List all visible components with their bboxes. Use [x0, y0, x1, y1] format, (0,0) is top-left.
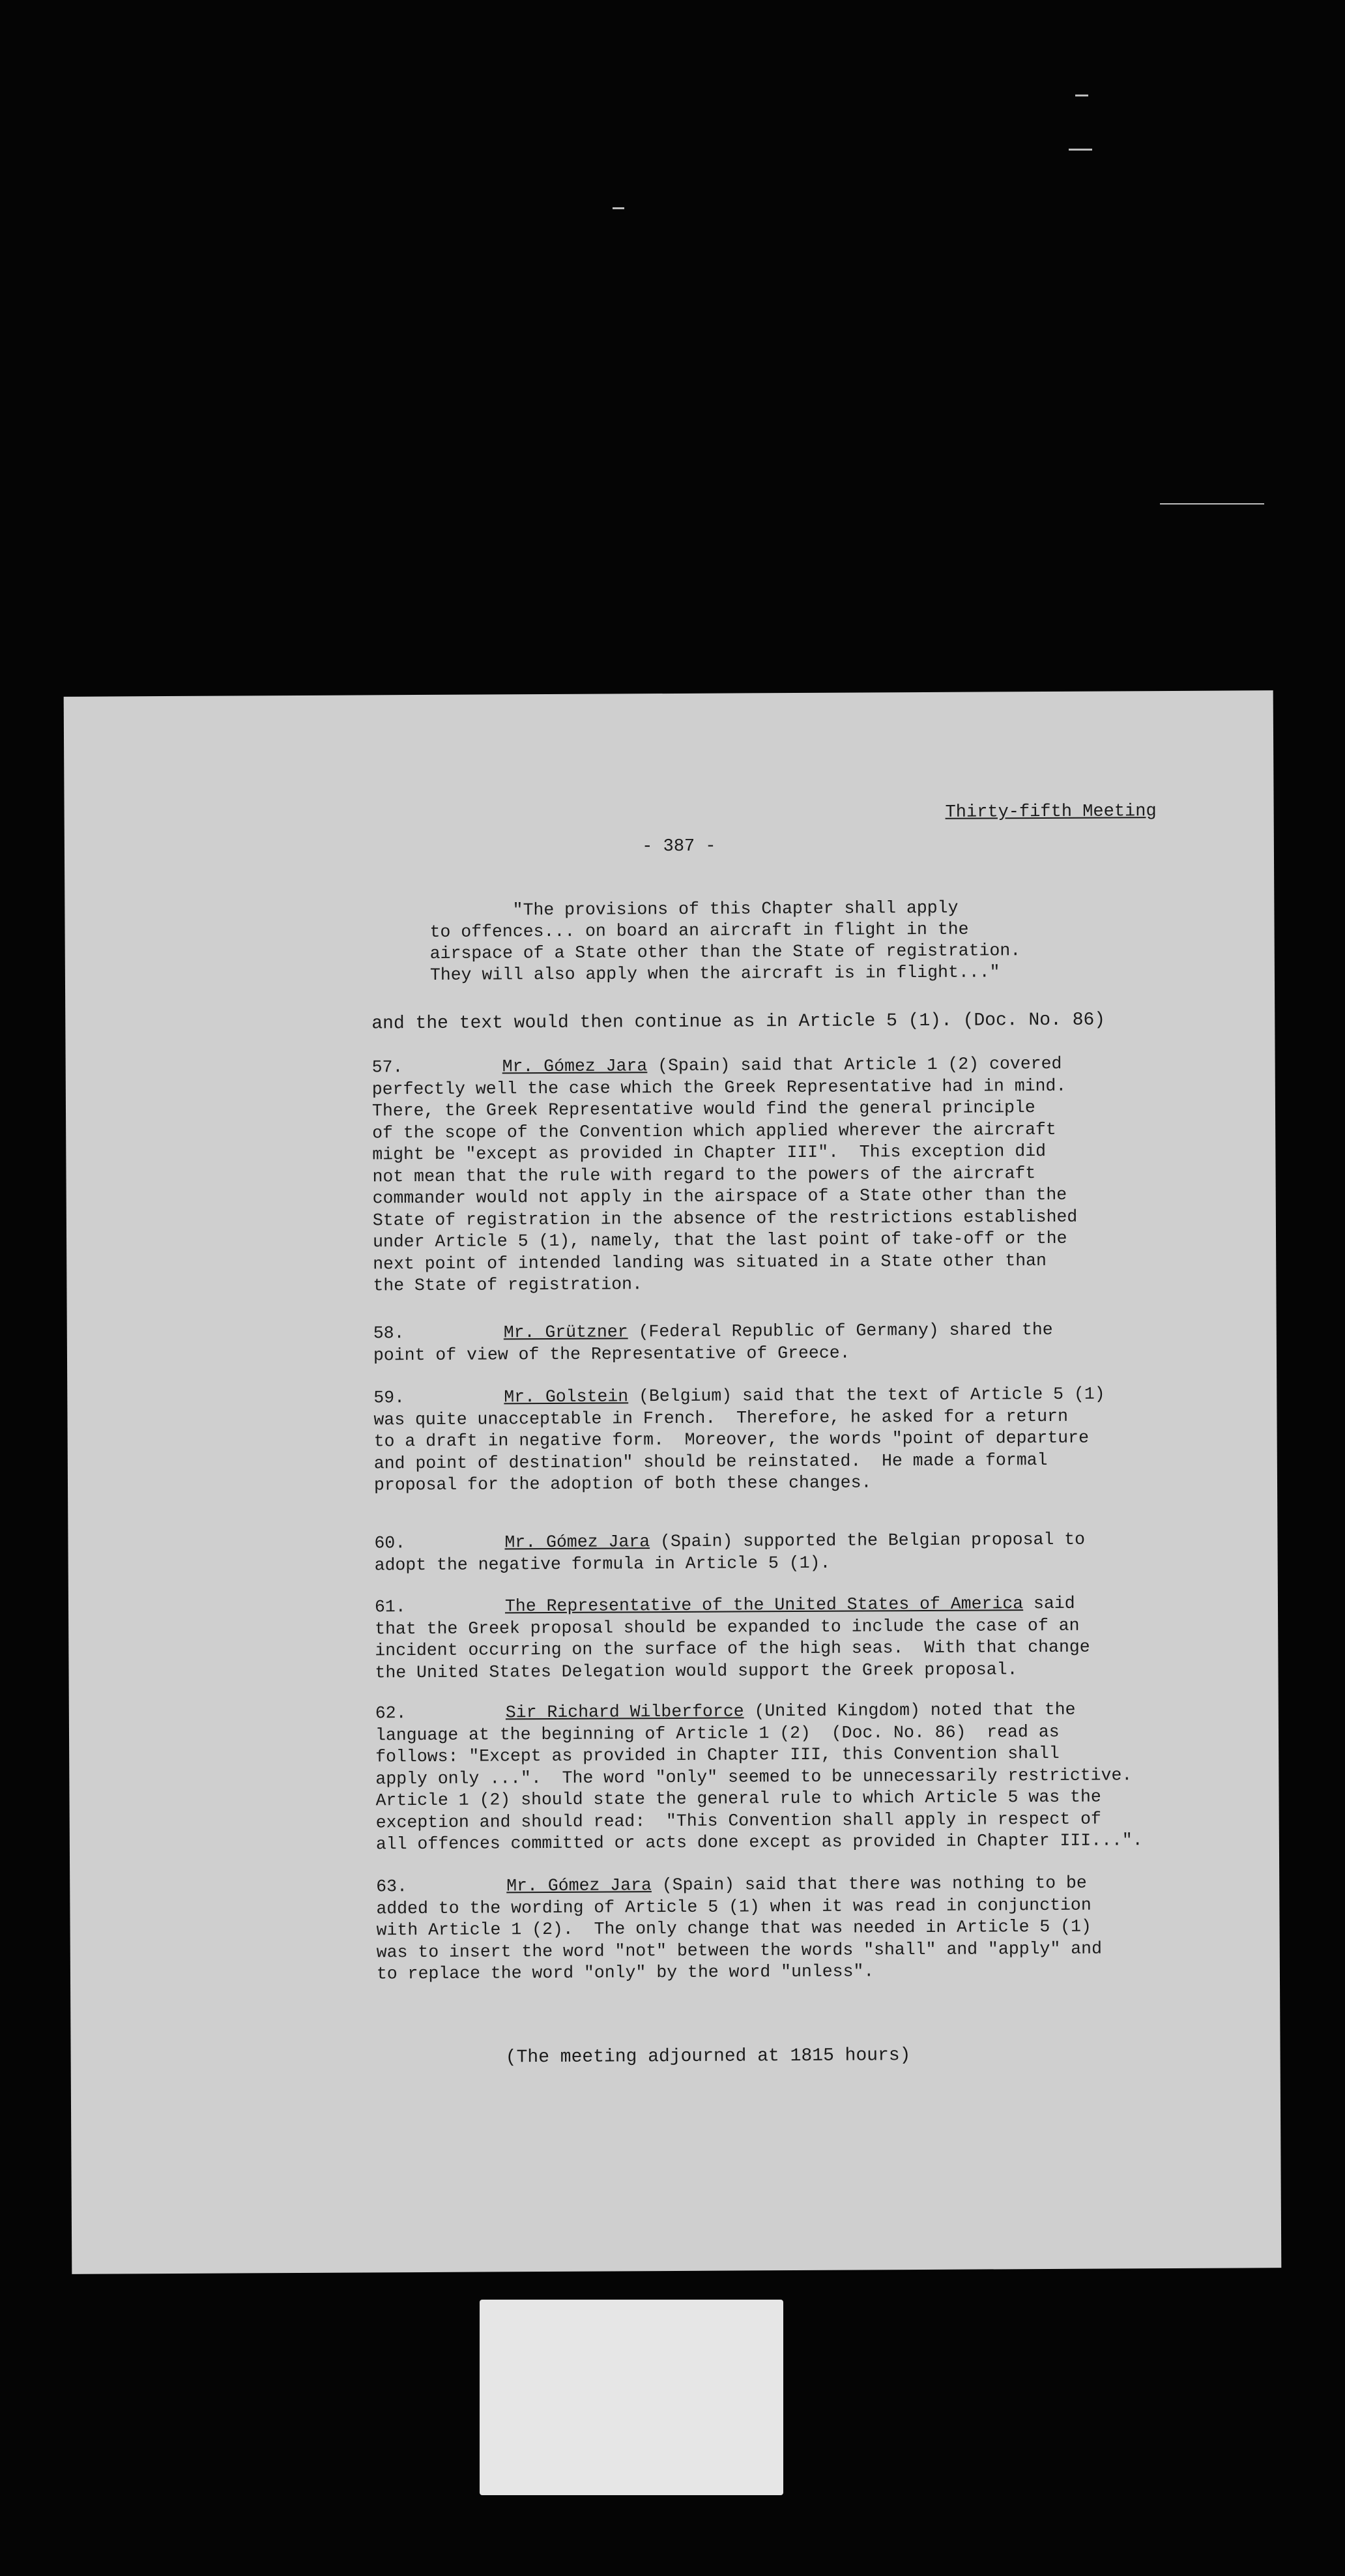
film-speck [1069, 149, 1092, 151]
speaker-name: Mr. Grützner [503, 1322, 628, 1343]
quoted-text: "The provisions of this Chapter shall apply to offences... on board an aircraft in flight in the airspace of a State other than the State of registration. They will also apply when the aircraft is in flight..." [429, 898, 1021, 985]
paragraph-number: 57. [371, 1057, 403, 1077]
paragraph-58 [373, 1319, 1142, 1366]
paragraph-63 [376, 1872, 1146, 1985]
paragraph-text: (Spain) said that there was nothing to be added to the wording of Article 5 (1) when it was read in conjunction with Article 1 (2). The only change that was needed in Article 5 (1) was to insert the word "not" between the words "shall" and "apply" and to replace the word "only" by the word "unless". [376, 1873, 1103, 1984]
speaker-name: Mr. Gómez Jara [506, 1875, 652, 1896]
paragraph-text: (United Kingdom) noted that the language at the beginning of Article 1 (2) (Doc. No. 86) read as follows: "Except as provided in Chapter III, this Convention shall apply only ...". The word "only" seemed to be unnecessarily restrictive. Article 1 (2) should state the general rule to which Article 5 was the exception and should read: "This Convention shall apply in respect of all offences committed or acts done except as provided in Chapter III...". [375, 1699, 1143, 1854]
paragraph-60 [374, 1529, 1143, 1576]
continuation-line: and the text would then continue as in Article 5 (1). (Doc. No. 86) [371, 1010, 1106, 1034]
speaker-name: Mr. Gómez Jara [504, 1532, 650, 1553]
paragraph-text: (Spain) supported the Belgian proposal to adopt the negative formula in Article 5 (1). [374, 1529, 1086, 1575]
document-page [64, 690, 1282, 2274]
paragraph-number: 62. [375, 1703, 407, 1723]
paragraph-number: 63. [376, 1877, 408, 1897]
paragraph-text: (Belgium) said that the text of Article 5 (1) was quite unacceptable in French. Therefore, he asked for a return to a draft in negative form. Moreover, the words "point of departure and point of destination" should be reinstated. He made a formal proposal for the adoption of both these changes. [373, 1384, 1105, 1495]
paragraph-number: 61. [374, 1597, 406, 1617]
speaker-name: Mr. Golstein [504, 1386, 629, 1407]
paragraph-61 [375, 1592, 1144, 1684]
blank-slip [480, 2300, 783, 2495]
paragraph-59 [373, 1383, 1143, 1497]
adjournment-note: (The meeting adjourned at 1815 hours) [505, 2045, 911, 2068]
page-number: - 387 - [642, 836, 716, 857]
paragraph-number: 59. [373, 1388, 405, 1408]
meeting-header: Thirty-fifth Meeting [945, 802, 1157, 823]
speaker-name: The Representative of the United States of America [504, 1594, 1024, 1617]
speaker-name: Sir Richard Wilberforce [505, 1701, 744, 1723]
film-speck [1075, 95, 1088, 96]
speaker-name: Mr. Gómez Jara [502, 1056, 648, 1077]
paragraph-62 [375, 1699, 1145, 1856]
paragraph-text: (Federal Republic of Germany) shared the point of view of the Representative of Greece. [373, 1319, 1053, 1365]
film-speck [613, 207, 624, 209]
paragraph-number: 58. [373, 1323, 405, 1343]
paragraph-text: (Spain) said that Article 1 (2) covered perfectly well the case which the Greek Representative had in mind. There, the Greek Representative would find the general principle of the scope of the Convention which applied wherever the aircraft might be "except as provided in Chapter III". This exception did not mean that the rule with regard to the powers of the aircraft commander would not apply in the airspace of a State other than the State of registration in the absence of the restrictions established under Article 5 (1), namely, that the last point of take-off or the next point of intended landing was situated in a State other than the State of registration. [371, 1053, 1078, 1296]
paragraph-number: 60. [374, 1533, 406, 1553]
paragraph-57 [372, 1053, 1142, 1297]
paragraph-text: said that the Greek proposal should be expanded to include the case of an incident occurring on the surface of the high seas. With that change the United States Delegation would support the Greek proposal. [375, 1593, 1090, 1682]
film-speck [1160, 503, 1264, 505]
